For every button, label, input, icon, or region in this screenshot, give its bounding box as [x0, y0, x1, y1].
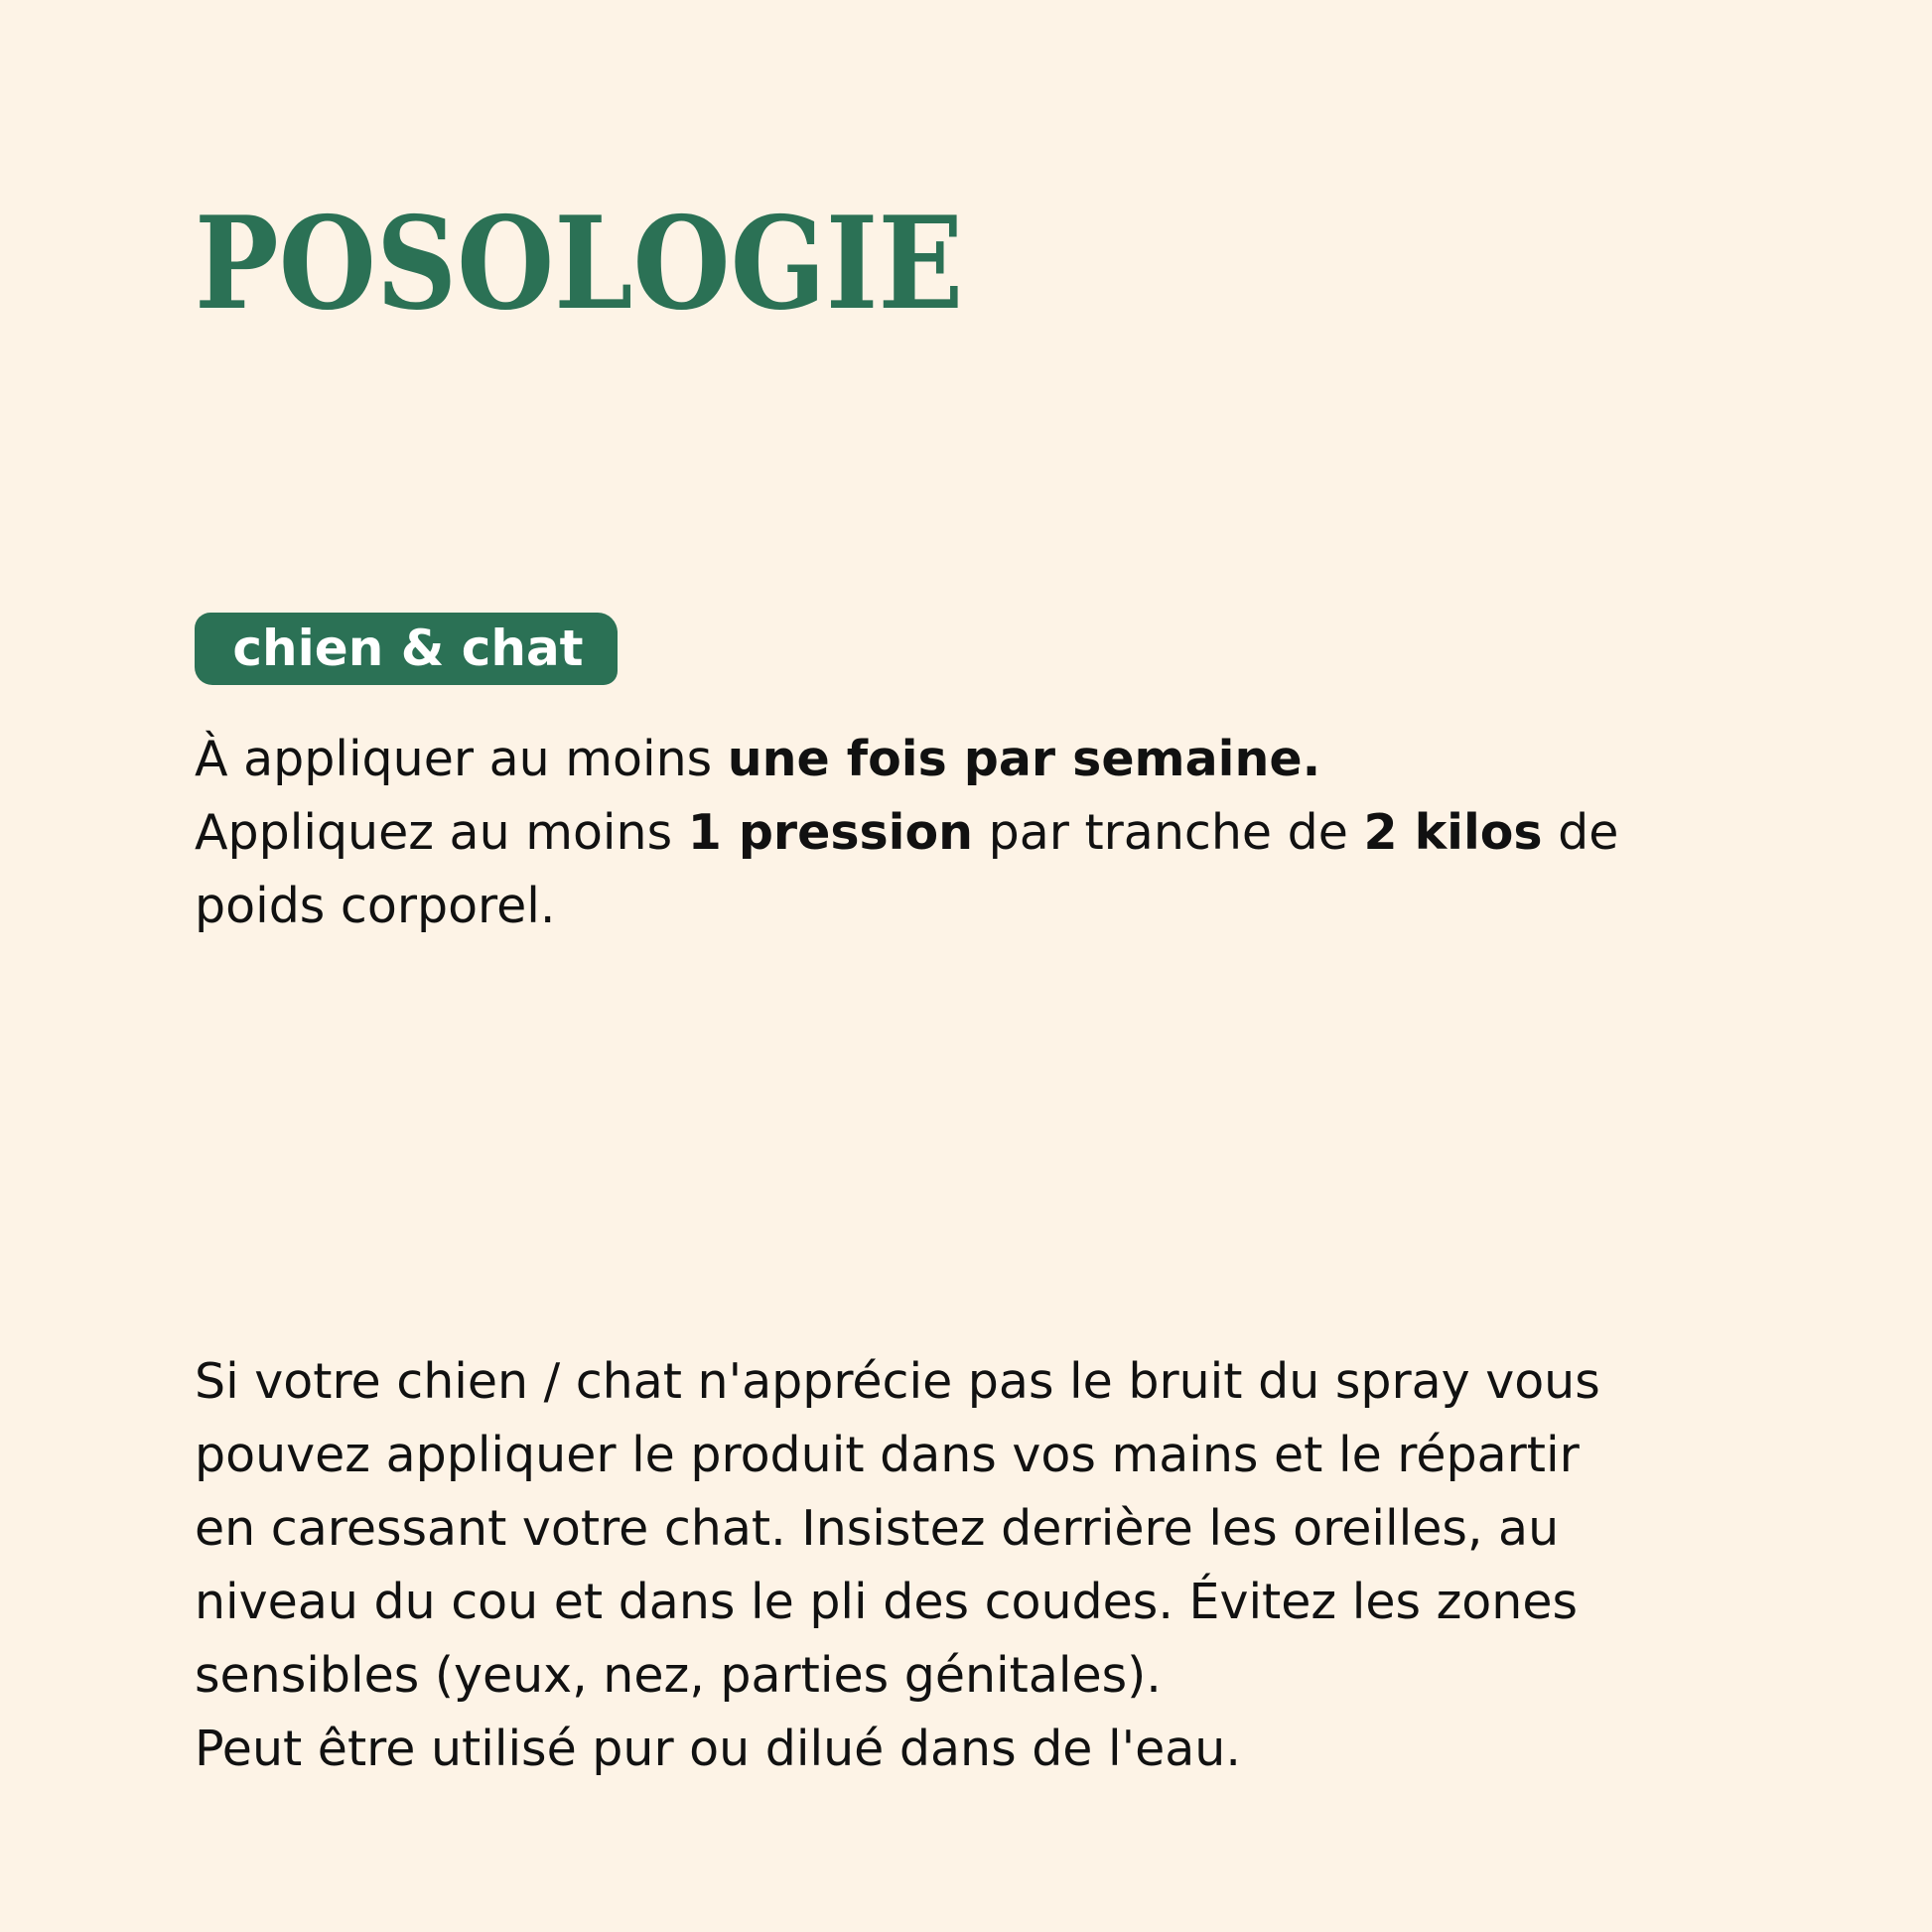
dosage-line-2: [195, 796, 1743, 870]
dosage-frequency: une fois par semaine.: [727, 731, 1321, 787]
dosage-amount: 1 pression: [687, 804, 974, 861]
instructions-line: Peut être utilisé pur ou dilué dans de l'eau.: [195, 1721, 1241, 1777]
instructions-line: sensibles (yeux, nez, parties génitales).: [195, 1647, 1162, 1704]
dosage-line-1: [195, 723, 1743, 796]
instructions-line: pouvez appliquer le produit dans vos mains et le répartir: [195, 1427, 1580, 1483]
dosage-text: par tranche de: [973, 804, 1364, 861]
dosage-paragraph: [195, 723, 1743, 943]
instructions-paragraph: [195, 1345, 1743, 1786]
page-title: POSOLOGIE: [195, 190, 964, 339]
dosage-text: de: [1542, 804, 1619, 861]
instructions-line: en caressant votre chat. Insistez derrière les oreilles, au: [195, 1500, 1560, 1557]
instructions-line: niveau du cou et dans le pli des coudes. Évitez les zones: [195, 1574, 1579, 1630]
dosage-text: À appliquer au moins: [195, 731, 728, 787]
dosage-weight: 2 kilos: [1363, 804, 1543, 861]
dosage-line-3: poids corporel.: [195, 878, 556, 934]
category-badge: chien & chat: [195, 613, 618, 685]
instructions-line: Si votre chien / chat n'apprécie pas le bruit du spray vous: [195, 1353, 1600, 1410]
dosage-text: Appliquez au moins: [195, 804, 688, 861]
